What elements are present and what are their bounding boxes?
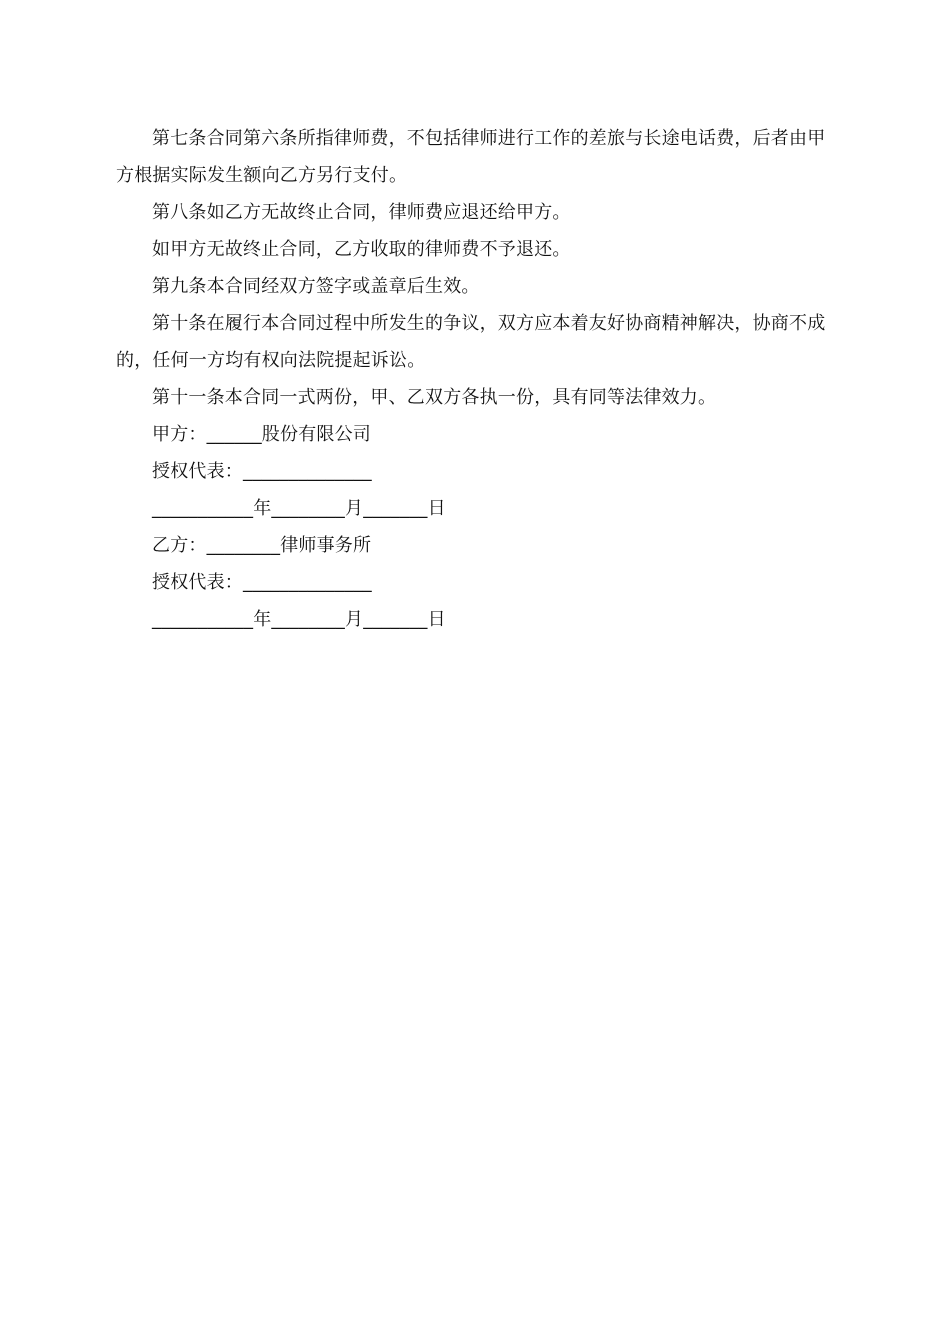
clause-10: 第十条在履行本合同过程中所发生的争议，双方应本着友好协商精神解决，协商不成的，任何一方均有权向法院提起诉讼。: [116, 313, 826, 371]
clause-9: 第九条本合同经双方签字或盖章后生效。: [152, 276, 480, 297]
clause-11: 第十一条本合同一式两份，甲、乙双方各执一份，具有同等法律效力。: [152, 387, 717, 408]
clause-7: 第七条合同第六条所指律师费，不包括律师进行工作的差旅与长途电话费，后者由甲方根据实际发生额向乙方另行支付。: [116, 128, 826, 186]
party-b-date-line: ___________年________月_______日: [152, 609, 446, 630]
document-body: [116, 120, 836, 638]
party-a-line: 甲方：______股份有限公司: [152, 424, 371, 445]
clause-8: 第八条如乙方无故终止合同，律师费应退还给甲方。: [152, 202, 571, 223]
party-a-representative-line: 授权代表：______________: [152, 461, 372, 482]
party-b-line: 乙方：________律师事务所: [152, 535, 372, 556]
clause-8-continued: 如甲方无故终止合同，乙方收取的律师费不予退还。: [152, 239, 571, 260]
party-b-representative-line: 授权代表：______________: [152, 572, 372, 593]
party-a-date-line: ___________年________月_______日: [152, 498, 446, 519]
